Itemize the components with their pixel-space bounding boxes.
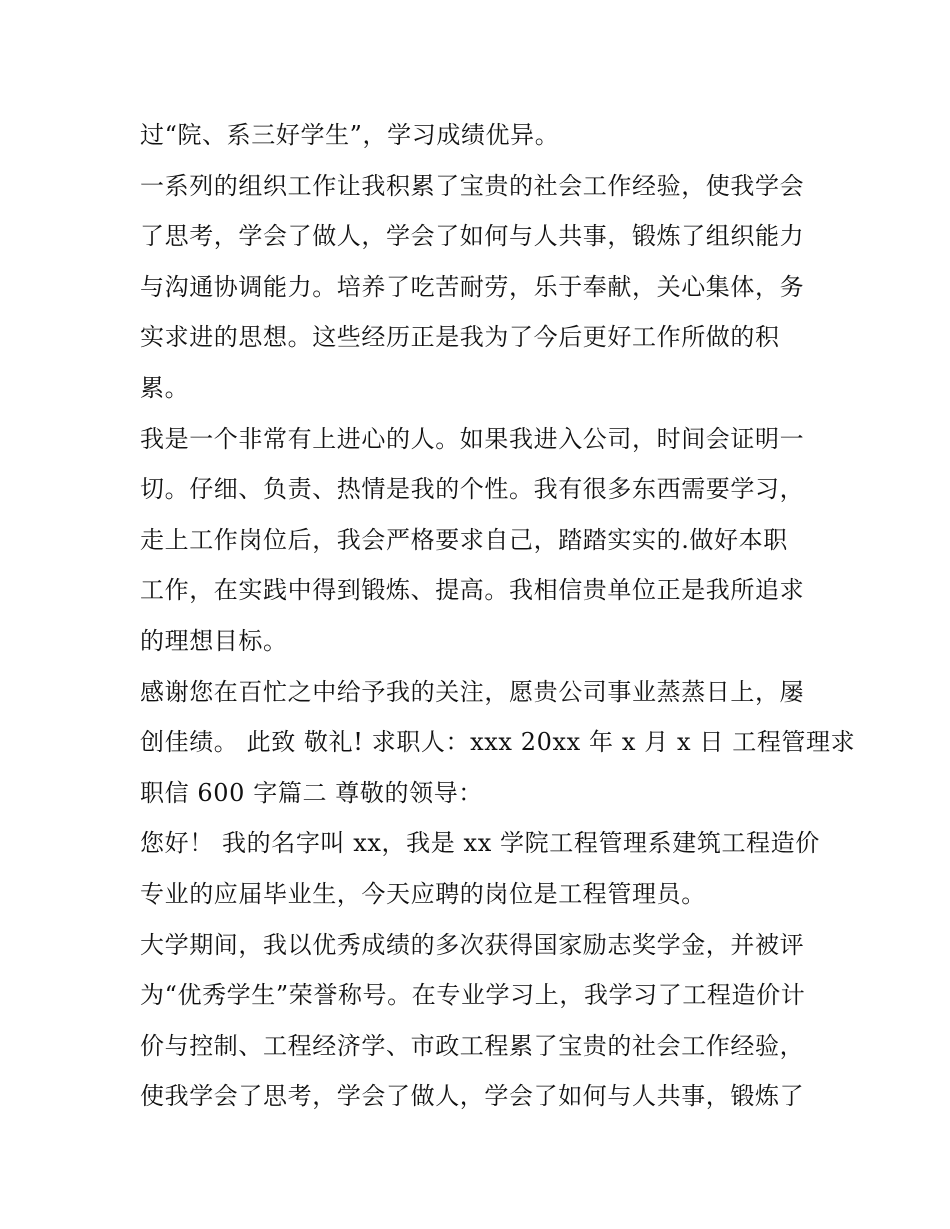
text-line: 走上工作岗位后，我会严格要求自己，踏踏实实的.做好本职	[140, 525, 788, 554]
text-line: 专业的应届毕业生，今天应聘的岗位是工程管理员。	[140, 879, 706, 908]
text-line: 我是一个非常有上进心的人。如果我进入公司，时间会证明一	[140, 424, 805, 453]
paragraph-2	[140, 161, 820, 414]
text-line: 使我学会了思考，学会了做人，学会了如何与人共事，锻炼了	[140, 1082, 805, 1111]
text-line: 职信 600 字篇二 尊敬的领导：	[140, 778, 483, 807]
text-line: 的理想目标。	[140, 626, 288, 655]
text-line: 大学期间，我以优秀成绩的多次获得国家励志奖学金，并被评	[140, 930, 805, 959]
text-line: 切。仔细、负责、热情是我的个性。我有很多东西需要学习，	[140, 475, 805, 504]
text-line: 为“优秀学生”荣誉称号。在专业学习上，我学习了工程造价计	[140, 981, 806, 1010]
text-line: 累。	[140, 373, 190, 402]
text-line: 价与控制、工程经济学、市政工程累了宝贵的社会工作经验，	[140, 1031, 805, 1060]
text-line: 与沟通协调能力。培养了吃苦耐劳，乐于奉献，关心集体，务	[140, 272, 805, 301]
text-line: 创佳绩。 此致 敬礼! 求职人：xxx 20xx 年 x 月 x 日 工程管理求	[140, 728, 856, 757]
paragraph-6	[140, 920, 820, 1122]
text-line: 了思考，学会了做人，学会了如何与人共事，锻炼了组织能力	[140, 222, 805, 251]
text-line: 感谢您在百忙之中给予我的关注，愿贵公司事业蒸蒸日上，屡	[140, 677, 805, 706]
paragraph-4	[140, 667, 856, 819]
document-body	[140, 110, 856, 1122]
text-line: 您好！ 我的名字叫 xx，我是 xx 学院工程管理系建筑工程造价	[140, 829, 820, 858]
text-line: 一系列的组织工作让我积累了宝贵的社会工作经验，使我学会	[140, 171, 805, 200]
text-line: 过“院、系三好学生”，学习成绩优异。	[140, 121, 560, 149]
text-line: 实求进的思想。这些经历正是我为了今后更好工作所做的积	[140, 323, 780, 352]
text-line: 工作，在实践中得到锻炼、提高。我相信贵单位正是我所追求	[140, 576, 805, 605]
paragraph-5	[140, 818, 820, 919]
paragraph-3	[140, 414, 820, 667]
paragraph-1	[140, 110, 820, 161]
